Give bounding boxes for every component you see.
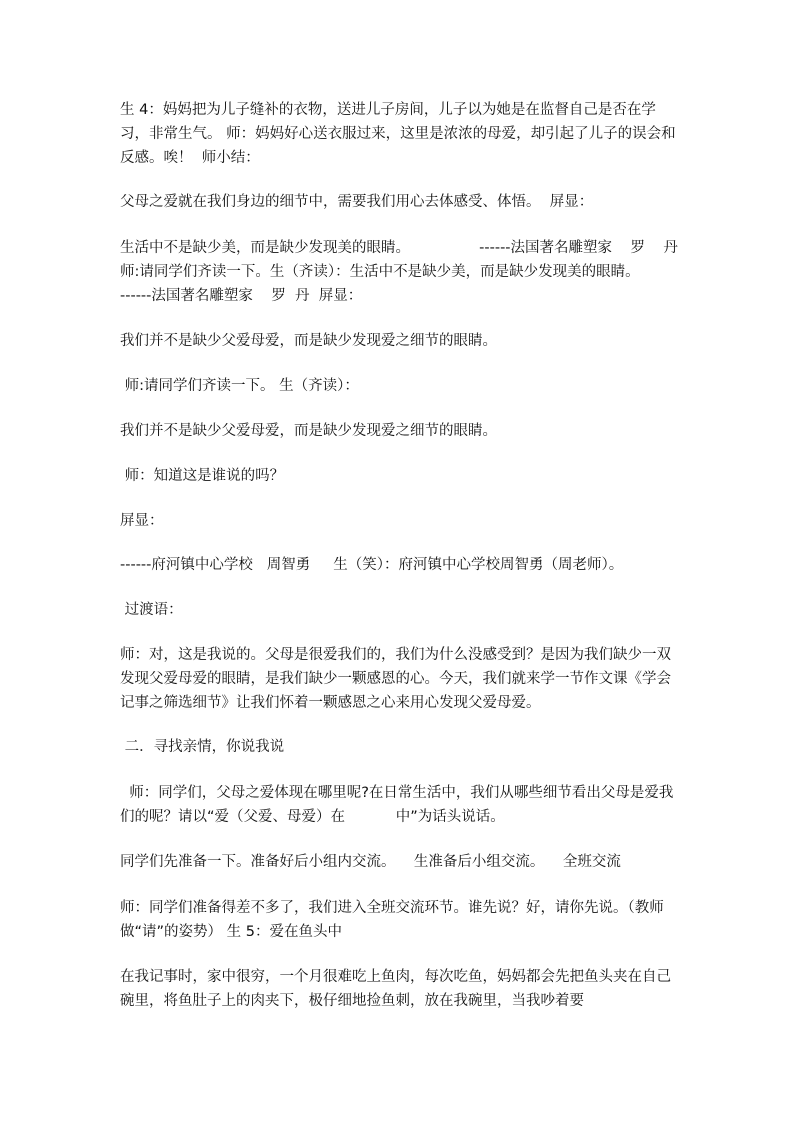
section-heading-2: 二．寻找亲情，你说我说 xyxy=(120,739,285,755)
paragraph-rodin-quote: 生活中不是缺少美，而是缺少发现美的眼睛。 ------法国著名雕塑家 罗 丹 师:请同学们齐读一下。生（齐读）：生活中不是缺少美，而是缺少发现美的眼睛。 ------法国著名雕塑家 罗 丹 屏显： xyxy=(120,240,709,304)
paragraph-zhou-zhiyong: ------府河镇中心学校 周智勇 生（笑）：府河镇中心学校周智勇（周老师）。 xyxy=(120,557,624,573)
paragraph-student4-mother-clothes: 生 4：妈妈把为儿子缝补的衣物，送进儿子房间，儿子以为她是在监督自己是否在学习，非常生气。 师：妈妈好心送衣服过来，这里是浓浓的母爱，却引起了儿子的误会和反感。唉！ 师小结： xyxy=(120,102,676,166)
paragraph-fish-head-story: 在我记事时，家中很穷，一个月很难吃上鱼肉，每次吃鱼，妈妈都会先把鱼头夹在自己碗里，将鱼肚子上的肉夹下，极仔细地捡鱼刺，放在我碗里，当我吵着要 xyxy=(120,969,671,1009)
paragraph-transition-label: 过渡语： xyxy=(120,602,183,618)
paragraph-group-discussion: 同学们先准备一下。准备好后小组内交流。 生准备后小组交流。 全班交流 xyxy=(120,854,621,870)
paragraph-screen-label: 屏显： xyxy=(120,513,164,529)
paragraph-class-exchange: 师：同学们准备得差不多了，我们进入全班交流环节。谁先说？好，请你先说。（教师做“请”的姿势） 生 5：爱在鱼头中 xyxy=(120,900,664,940)
paragraph-teacher-intro: 师：对，这是我说的。父母是很爱我们的，我们为什么没感受到？是因为我们缺少一双发现父爱母爱的眼睛，是我们缺少一颗感恩的心。今天，我们就来学一节作文课《学会记事之筛选细节》让我们怀着一颗感恩之心来用心发现父爱母爱。 xyxy=(120,647,671,711)
paragraph-read-together: 师:请同学们齐读一下。 生（齐读）： xyxy=(120,378,359,394)
paragraph-who-said: 师：知道这是谁说的吗？ xyxy=(120,468,285,484)
paragraph-screen-display-1: 我们并不是缺少父爱母爱，而是缺少发现爱之细节的眼睛。 xyxy=(120,333,497,349)
paragraph-teacher-question: 师：同学们，父母之爱体现在哪里呢?在日常生活中，我们从哪些细节看出父母是爱我们的呢？请以“爱（父爱、母爱）在 中”为话头说话。 xyxy=(120,785,674,825)
paragraph-parental-love-details: 父母之爱就在我们身边的细节中，需要我们用心去体感受、体悟。 屏显： xyxy=(120,194,594,210)
paragraph-screen-display-2: 我们并不是缺少父爱母爱，而是缺少发现爱之细节的眼睛。 xyxy=(120,423,497,439)
